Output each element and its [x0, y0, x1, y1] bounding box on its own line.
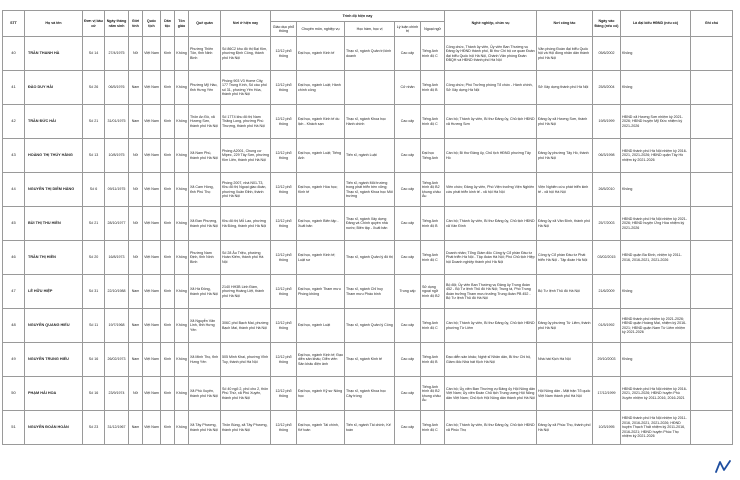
- cell-name: TRẦN THỊ HIỀN: [25, 241, 83, 275]
- cell-religion: Không: [175, 241, 189, 275]
- cell-unit: Số 11: [83, 309, 105, 343]
- cell-general-edu: 12/12 phổ thông: [271, 343, 297, 377]
- cell-specialty: Đại học, ngành Tài chính, Kế toán: [297, 411, 345, 445]
- cell-gender: Nữ: [129, 173, 143, 207]
- cell-language: Tiếng Anh trình độ B: [421, 207, 445, 241]
- cell-dob: 27/4/1975: [105, 37, 129, 71]
- cell-language: Sử dụng ngoại ngữ trình độ B2: [421, 275, 445, 309]
- cell-specialty: Đại học, ngành Kinh tế; Đạo diễn sân khấu; Diễn viên Sân khấu điện ảnh: [297, 343, 345, 377]
- cell-dob: 16/8/1973: [105, 241, 129, 275]
- table-row: [3, 173, 733, 207]
- cell-politics: Cao cấp: [395, 207, 421, 241]
- table-row: [3, 37, 733, 71]
- cell-party-date: 29/10/2003: [593, 343, 621, 377]
- cell-specialty: Đại học, ngành Luật; Hành chính công: [297, 71, 345, 105]
- cell-workplace: Viện Nghiên cứu phát triển kinh tế - xã hội Hà Nội: [537, 173, 593, 207]
- col-name: Họ và tên: [25, 11, 83, 37]
- cell-politics: Cao cấp: [395, 309, 421, 343]
- cell-delegate: HĐND quận Ba Đình, nhiệm kỳ 2011-2016, 2016-2021, 2021-2026: [621, 241, 691, 275]
- cell-name: NGUYỄN ĐOÀN HOÀN: [25, 411, 83, 445]
- cell-specialty: Đại học, ngành Hóa học; Kinh tế: [297, 173, 345, 207]
- cell-name: NGUYỄN THỊ DIỄM HẰNG: [25, 173, 83, 207]
- cell-general-edu: 12/12 phổ thông: [271, 275, 297, 309]
- cell-unit: Số 6: [83, 173, 105, 207]
- cell-stt: 40: [3, 37, 25, 71]
- cell-note: [691, 411, 733, 445]
- cell-general-edu: 12/12 phổ thông: [271, 105, 297, 139]
- cell-workplace: Công ty Cổ phần Đầu tư Phát triển Hà Nội - Tập đoàn Hà Nội: [537, 241, 593, 275]
- cell-unit: Số 21: [83, 105, 105, 139]
- cell-religion: Không: [175, 207, 189, 241]
- table-body: [3, 37, 733, 445]
- cell-party-date: 21/6/2009: [593, 275, 621, 309]
- cell-name: ĐÀO DUY HẢI: [25, 71, 83, 105]
- cell-degree: Thạc sĩ, ngành Quản lý Công: [345, 309, 395, 343]
- cell-specialty: Đại học, ngành Kinh tế: [297, 37, 345, 71]
- table-row: [3, 139, 733, 173]
- cell-delegate: HĐND thành phố Hà Nội nhiệm kỳ 2016-2021, 2021-2026; HĐND quận Tây Hồ nhiệm kỳ 2021-2026: [621, 139, 691, 173]
- cell-party-date: 17/12/1999: [593, 377, 621, 411]
- cell-delegate: Không: [621, 275, 691, 309]
- cell-stt: 44: [3, 173, 25, 207]
- cell-hometown: Xã Đan Phượng, thành phố Hà Nội: [189, 207, 221, 241]
- cell-job: Viên chức; Đảng ủy viên, Phó Viện trưởng Viện Nghiên cứu phát triển kinh tế - xã hội Hà Nội: [445, 173, 537, 207]
- cell-workplace: Văn phòng Đoàn đại biểu Quốc hội và Hội đồng nhân dân thành phố Hà Nội: [537, 37, 593, 71]
- cell-workplace: Hội Nông dân - Mặt trận Tổ quốc Việt Nam thành phố Hà Nội: [537, 377, 593, 411]
- cell-note: [691, 139, 733, 173]
- cell-note: [691, 343, 733, 377]
- cell-ethnic: Kinh: [161, 275, 175, 309]
- cell-religion: Không: [175, 139, 189, 173]
- cell-name: TRẦN ĐỨC HẢI: [25, 105, 83, 139]
- cell-nationality: Việt Nam: [143, 241, 161, 275]
- cell-workplace: Bộ Tư lệnh Thủ đô Hà Nội: [537, 275, 593, 309]
- cell-dob: 26/02/1973: [105, 343, 129, 377]
- col-stt: STT: [3, 11, 25, 37]
- cell-nationality: Việt Nam: [143, 139, 161, 173]
- cell-ethnic: Kinh: [161, 207, 175, 241]
- cell-residence: Phòng 2007, nhà N01-T3, Khu đô thị Ngoại giao đoàn, phường Xuân Đỉnh, thành phố Hà Nội: [221, 173, 271, 207]
- cell-religion: Không: [175, 411, 189, 445]
- cell-residence: 505 Minh Khai, phường Vĩnh Tuy, thành phố Hà Nội: [221, 343, 271, 377]
- cell-politics: Cao cấp: [395, 173, 421, 207]
- cell-note: [691, 241, 733, 275]
- cell-nationality: Việt Nam: [143, 377, 161, 411]
- col-unit: Đơn vị bầu cử: [83, 11, 105, 37]
- cell-dob: 23/9/1974: [105, 377, 129, 411]
- cell-gender: Nữ: [129, 241, 143, 275]
- cell-job: Công chức, Thành ủy viên, Ủy viên Ban Thường vụ Đảng ủy HĐND thành phố, Bí thư Chi bộ cơ quan Đoàn đại biểu Quốc hội Hà Nội, Chánh Văn phòng Đoàn ĐBQH và HĐND thành phố Hà Nội: [445, 37, 537, 71]
- cell-ethnic: Kinh: [161, 241, 175, 275]
- cell-politics: Cao cấp: [395, 139, 421, 173]
- cell-nationality: Việt Nam: [143, 71, 161, 105]
- cell-note: [691, 105, 733, 139]
- cell-politics: Cao cấp: [395, 105, 421, 139]
- cell-hometown: Xã Phú Xuyên, thành phố Hà Nội: [189, 377, 221, 411]
- cell-workplace: Đảng ủy phường Tây Hồ, thành phố Hà Nội: [537, 139, 593, 173]
- cell-dob: 09/11/1975: [105, 173, 129, 207]
- table-row: [3, 241, 733, 275]
- col-general-edu: Giáo dục phổ thông: [271, 22, 297, 37]
- cell-degree: Tiến sĩ, ngành Môi trường trong phát triển bền vững; Thạc sĩ, ngành Khoa học Môi trường: [345, 173, 395, 207]
- cell-degree: [345, 71, 395, 105]
- cell-politics: Cao cấp: [395, 37, 421, 71]
- table-row: [3, 377, 733, 411]
- cell-residence: Số 40 ngõ 2, phố cho 2, thôn Phú Thứ, xã Phú Xuyên, thành phố Hà Nội: [221, 377, 271, 411]
- cell-nationality: Việt Nam: [143, 411, 161, 445]
- cell-name: TRẦN THANH HÀ: [25, 37, 83, 71]
- cell-workplace: Đảng ủy xã Phúc Thọ, thành phố Hà Nội: [537, 411, 593, 445]
- cell-nationality: Việt Nam: [143, 207, 161, 241]
- cell-delegate: HĐND thành phố nhiệm kỳ 2021-2026; HĐND quận Hoàng Mai, nhiệm kỳ 2016-2021; HĐND quận Nam Từ Liêm nhiệm kỳ 2021-2026: [621, 309, 691, 343]
- col-gender: Giới tính: [129, 11, 143, 37]
- col-workplace: Nơi công tác: [537, 11, 593, 37]
- cell-gender: Nữ: [129, 139, 143, 173]
- cell-name: HOÀNG THỊ THÚY HẰNG: [25, 139, 83, 173]
- cell-religion: Không: [175, 173, 189, 207]
- cell-gender: Nam: [129, 411, 143, 445]
- cell-degree: Thạc sĩ, ngành Khoa học Cây trồng: [345, 377, 395, 411]
- cell-degree: Tiến sĩ, ngành Luật: [345, 139, 395, 173]
- cell-name: PHẠM HẢI HOA: [25, 377, 83, 411]
- cell-specialty: Đại học, ngành Kỹ sư Nông học: [297, 377, 345, 411]
- cell-stt: 41: [3, 71, 25, 105]
- cell-party-date: 10/3/1995: [593, 411, 621, 445]
- cell-workplace: Sở Xây dựng thành phố Hà Nội: [537, 71, 593, 105]
- cell-politics: Trung cấp: [395, 275, 421, 309]
- cell-residence: Số 17T4 khu đô thị Nam Thăng Long, phường Phú Thượng, thành phố Hà Nội: [221, 105, 271, 139]
- cell-dob: 31/01/1975: [105, 105, 129, 139]
- col-ethnic: Dân tộc: [161, 11, 175, 37]
- cell-dob: 22/10/1988: [105, 275, 129, 309]
- cell-hometown: Phường Thiên Tôn, tỉnh Ninh Bình: [189, 37, 221, 71]
- table-row: [3, 275, 733, 309]
- cell-dob: 28/10/1977: [105, 207, 129, 241]
- cell-religion: Không: [175, 309, 189, 343]
- col-religion: Tôn giáo: [175, 11, 189, 37]
- cell-note: [691, 275, 733, 309]
- cell-hometown: Thôn An Đồ, xã Hương Sơn, thành phố Hà Nội: [189, 105, 221, 139]
- cell-ethnic: Kinh: [161, 105, 175, 139]
- cell-religion: Không: [175, 275, 189, 309]
- cell-ethnic: Kinh: [161, 71, 175, 105]
- cell-ethnic: Kinh: [161, 173, 175, 207]
- col-politics: Lý luận chính trị: [395, 22, 421, 37]
- col-degree: Học hàm, học vị: [345, 22, 395, 37]
- cell-hometown: Phường Mỹ Hào, tỉnh Hưng Yên: [189, 71, 221, 105]
- cell-stt: 48: [3, 309, 25, 343]
- cell-hometown: Xã Tây Phương, thành phố Hà Nội: [189, 411, 221, 445]
- cell-job: Cán bộ; Ủy viên Ban Thường vụ Đảng ủy Hội Nông dân Việt Nam; Ủy viên Đoàn Chủ tịch Trung ương Hội Nông dân Việt Nam; Chủ tịch Hội Nông dân thành phố Hà Nội: [445, 377, 537, 411]
- cell-ethnic: Kinh: [161, 309, 175, 343]
- cell-stt: 51: [3, 411, 25, 445]
- cell-gender: Nam: [129, 105, 143, 139]
- cell-language: Tiếng Anh trình độ B2 khung châu Âu: [421, 173, 445, 207]
- table-row: [3, 71, 733, 105]
- cell-name: LÊ HỮU HIỆP: [25, 275, 83, 309]
- cell-degree: Thạc sĩ, ngành Xây dựng Đảng và Chính quyền nhà nước; Biên tập - Xuất bản: [345, 207, 395, 241]
- cell-unit: Số 21: [83, 207, 105, 241]
- cell-dob: 31/12/1967: [105, 411, 129, 445]
- cell-residence: Thôn Bùng, xã Tây Phương, thành phố Hà Nội: [221, 411, 271, 445]
- cell-gender: Nam: [129, 275, 143, 309]
- cell-degree: Thạc sĩ, ngành Quản lý đô thị: [345, 241, 395, 275]
- cell-job: Cán bộ; Thành ủy viên, Bí thư Đảng ủy, Chủ tịch HĐND phường Từ Liêm: [445, 309, 537, 343]
- cell-ethnic: Kinh: [161, 139, 175, 173]
- col-dob: Ngày tháng năm sinh: [105, 11, 129, 37]
- cell-stt: 46: [3, 241, 25, 275]
- cell-job: Doanh nhân; Tổng Giám đốc Công ty Cổ phần Đầu tư Phát triển Hà Nội - Tập đoàn Hà Nội; Phó Chủ tịch Hiệp hội Doanh nghiệp thành phố Hà Nội: [445, 241, 537, 275]
- table-row: [3, 309, 733, 343]
- cell-delegate: HĐND thành phố Hà Nội nhiệm kỳ 2021-2026; HĐND huyện Ứng Hòa nhiệm kỳ 2021-2026: [621, 207, 691, 241]
- cell-specialty: Đại học, ngành Luật: [297, 309, 345, 343]
- cell-dob: 10/8/1975: [105, 139, 129, 173]
- cell-general-edu: 12/12 phổ thông: [271, 139, 297, 173]
- cell-note: [691, 71, 733, 105]
- cell-nationality: Việt Nam: [143, 173, 161, 207]
- cell-stt: 43: [3, 139, 25, 173]
- cell-unit: Số 14: [83, 37, 105, 71]
- cell-party-date: 03/02/2015: [593, 241, 621, 275]
- cell-delegate: Không: [621, 71, 691, 105]
- cell-residence: Khu đô thị Mỗ Lao, phường Hà Đông, thành phố Hà Nội: [221, 207, 271, 241]
- cell-job: Cán bộ; Bí thư Đảng ủy, Chủ tịch HĐND phường Tây Hồ: [445, 139, 537, 173]
- cell-general-edu: 12/12 phổ thông: [271, 173, 297, 207]
- cell-dob: 19/7/1968: [105, 309, 129, 343]
- table-row: [3, 411, 733, 445]
- col-party-date: Ngày vào Đảng (nếu có): [593, 11, 621, 37]
- cell-stt: 49: [3, 343, 25, 377]
- cell-politics: Cao cấp: [395, 343, 421, 377]
- cell-degree: Thạc sĩ, ngành Khoa học Hành chính: [345, 105, 395, 139]
- table-row: [3, 343, 733, 377]
- cell-unit: Số 16: [83, 343, 105, 377]
- cell-language: Đại học Tiếng Anh: [421, 139, 445, 173]
- cell-job: Cán bộ; Thành ủy viên, Bí thư Đảng ủy, Chủ tịch HĐND xã Vân Đình: [445, 207, 537, 241]
- cell-gender: Nữ: [129, 37, 143, 71]
- cell-unit: Số 23: [83, 411, 105, 445]
- col-delegate: Là đại biểu HĐND (nếu có): [621, 11, 691, 37]
- cell-general-edu: 12/12 phổ thông: [271, 207, 297, 241]
- cell-party-date: 05/6/2002: [593, 37, 621, 71]
- cell-job: Đạo diễn sân khấu; Nghệ sĩ Nhân dân, Bí thư Chi bộ, Giám đốc Nhà hát Kịch Hà Nội: [445, 343, 537, 377]
- cell-delegate: Không: [621, 173, 691, 207]
- cell-nationality: Việt Nam: [143, 275, 161, 309]
- col-language: Ngoại ngữ: [421, 22, 445, 37]
- cell-name: NGUYỄN TRUNG HIẾU: [25, 343, 83, 377]
- cell-note: [691, 207, 733, 241]
- cell-gender: Nam: [129, 71, 143, 105]
- cell-language: Tiếng Anh trình độ B: [421, 343, 445, 377]
- cell-religion: Không: [175, 105, 189, 139]
- cell-unit: Số 20: [83, 241, 105, 275]
- col-specialty: Chuyên môn, nghiệp vụ: [297, 22, 345, 37]
- cell-language: Tiếng Anh trình độ B: [421, 71, 445, 105]
- cell-job: Cán bộ; Thành ủy viên, Bí thư Đảng ủy, Chủ tịch HĐND xã Hương Sơn: [445, 105, 537, 139]
- cell-degree: Thạc sĩ, ngành Chỉ huy Tham mưu Pháo binh: [345, 275, 395, 309]
- cell-hometown: Xã Nguyễn Văn Linh, tỉnh Hưng Yên: [189, 309, 221, 343]
- cell-workplace: Đảng ủy xã Vân Đình, thành phố Hà Nội: [537, 207, 593, 241]
- cell-unit: Số 31: [83, 275, 105, 309]
- cell-residence: 306C phố Bạch Mai, phường Bạch Mai, thành phố Hà Nội: [221, 309, 271, 343]
- cell-gender: Nam: [129, 343, 143, 377]
- cell-general-edu: 12/12 phổ thông: [271, 377, 297, 411]
- cell-religion: Không: [175, 71, 189, 105]
- cell-ethnic: Kinh: [161, 37, 175, 71]
- cell-delegate: HĐND xã Hương Sơn nhiệm kỳ 2021-2026; HĐND huyện Mỹ Đức nhiệm kỳ 2021-2026: [621, 105, 691, 139]
- cell-specialty: Đại học, ngành Kinh tế; Luật sư: [297, 241, 345, 275]
- cell-language: Tiếng Anh trình độ C: [421, 241, 445, 275]
- col-education-group: Trình độ hiện nay: [271, 11, 445, 22]
- cell-workplace: Đảng ủy xã Hương Sơn, thành phố Hà Nội: [537, 105, 593, 139]
- cell-residence: Phòng 903 V3 Home City, 177 Trung Kính, Số cầu phố số 31, phường Yên Hòa, thành phố Hà Nội: [221, 71, 271, 105]
- cell-ethnic: Kinh: [161, 343, 175, 377]
- cell-specialty: Đại học, ngành Kinh tế du lịch - Khách sạn: [297, 105, 345, 139]
- cell-politics: Cử nhân: [395, 71, 421, 105]
- cell-politics: Cao cấp: [395, 411, 421, 445]
- cell-unit: Số 26: [83, 71, 105, 105]
- cell-party-date: 06/3/1998: [593, 139, 621, 173]
- cell-note: [691, 377, 733, 411]
- cell-delegate: Không: [621, 343, 691, 377]
- cell-gender: Nữ: [129, 207, 143, 241]
- cell-unit: Số 16: [83, 377, 105, 411]
- col-hometown: Quê quán: [189, 11, 221, 37]
- cell-general-edu: 12/12 phổ thông: [271, 241, 297, 275]
- cell-workplace: Đảng ủy phường Từ Liêm, thành phố Hà Nội: [537, 309, 593, 343]
- cell-language: Tiếng Anh trình độ C: [421, 37, 445, 71]
- cell-note: [691, 37, 733, 71]
- cell-specialty: Đại học, ngành Biên tập - Xuất bản: [297, 207, 345, 241]
- cell-specialty: Đại học, ngành Luật; Tiếng Anh: [297, 139, 345, 173]
- cell-stt: 50: [3, 377, 25, 411]
- cell-party-date: 25/7/2003: [593, 207, 621, 241]
- cell-hometown: Xã Minh Thọ, tỉnh Hưng Yên: [189, 343, 221, 377]
- cell-degree: Tiến sĩ, ngành Tài chính, Kế toán: [345, 411, 395, 445]
- cell-degree: Thạc sĩ, ngành Quản trị kinh doanh: [345, 37, 395, 71]
- cell-language: Tiếng Anh trình độ C: [421, 411, 445, 445]
- cell-general-edu: 12/12 phổ thông: [271, 37, 297, 71]
- table-row: [3, 207, 733, 241]
- cell-dob: 06/5/1976: [105, 71, 129, 105]
- cell-unit: Số 13: [83, 139, 105, 173]
- cell-nationality: Việt Nam: [143, 309, 161, 343]
- cell-gender: Nam: [129, 309, 143, 343]
- cell-politics: Cao cấp: [395, 241, 421, 275]
- cell-general-edu: 12/12 phổ thông: [271, 411, 297, 445]
- cell-politics: Cao cấp: [395, 377, 421, 411]
- col-job: Nghề nghiệp, chức vụ: [445, 11, 537, 37]
- cell-party-date: 19/5/1999: [593, 105, 621, 139]
- cell-specialty: Đại học, ngành Tham mưu Phòng không: [297, 275, 345, 309]
- cell-delegate: Không: [621, 37, 691, 71]
- cell-ethnic: Kinh: [161, 411, 175, 445]
- cell-language: Tiếng Anh trình độ C: [421, 309, 445, 343]
- cell-residence: 2140 HH3B Linh Đàm, phường Hoàng Liệt, thành phố Hà Nội: [221, 275, 271, 309]
- cell-hometown: Phường Nam Định, tỉnh Ninh Bình: [189, 241, 221, 275]
- cell-workplace: Nhà hát Kịch Hà Nội: [537, 343, 593, 377]
- cell-nationality: Việt Nam: [143, 343, 161, 377]
- cell-residence: Phòng A2001, Chung cư Mipec, 229 Tây Sơn, phường Kim Liên, thành phố Hà Nội: [221, 139, 271, 173]
- cell-gender: Nữ: [129, 377, 143, 411]
- col-note: Ghi chú: [691, 11, 733, 37]
- cell-ethnic: Kinh: [161, 377, 175, 411]
- cell-religion: Không: [175, 37, 189, 71]
- cell-religion: Không: [175, 377, 189, 411]
- cell-hometown: Xã Cam Hồng, tỉnh Phú Thọ: [189, 173, 221, 207]
- cell-stt: 47: [3, 275, 25, 309]
- cell-nationality: Việt Nam: [143, 105, 161, 139]
- cell-note: [691, 309, 733, 343]
- cell-language: Tiếng Anh trình độ B2 khung châu Âu: [421, 377, 445, 411]
- cell-name: NGUYỄN QUANG HIẾU: [25, 309, 83, 343]
- cell-note: [691, 173, 733, 207]
- cell-nationality: Việt Nam: [143, 37, 161, 71]
- col-residence: Nơi ở hiện nay: [221, 11, 271, 37]
- cell-general-edu: 12/12 phổ thông: [271, 71, 297, 105]
- cell-degree: Thạc sĩ, ngành Kinh tế: [345, 343, 395, 377]
- cell-stt: 45: [3, 207, 25, 241]
- col-nationality: Quốc tịch: [143, 11, 161, 37]
- cell-party-date: 26/5/2010: [593, 173, 621, 207]
- cell-residence: Số 28 Âu Triệu, phường Hoàn Kiếm, thành phố Hà Nội: [221, 241, 271, 275]
- cell-delegate: HĐND thành phố Hà Nội nhiệm kỳ 2016-2021, 2021-2026; HĐND huyện Phú Xuyên nhiệm kỳ 2011-2016, 2016-2021: [621, 377, 691, 411]
- table-header: [3, 11, 733, 37]
- cell-name: BÙI THỊ THU HIỀN: [25, 207, 83, 241]
- cell-hometown: Xã Nam Phù, thành phố Hà Nội: [189, 139, 221, 173]
- cell-party-date: 25/5/2004: [593, 71, 621, 105]
- cell-hometown: Xã Hà Đông, thành phố Hà Nội: [189, 275, 221, 309]
- brand-logo-icon: [714, 460, 734, 474]
- cell-job: Bộ đội; Ủy viên Ban Thường vụ Đảng ủy Trung đoàn 452 - Bộ Tư lệnh Thủ đô Hà Nội; Trung tá, Phó Trung đoàn trưởng Tham mưu trưởng Trung đoàn PB 452 - Bộ Tư lệnh Thủ đô Hà Nội: [445, 275, 537, 309]
- cell-religion: Không: [175, 343, 189, 377]
- cell-residence: Số 86C2 khu đô thị Đại Kim, phường Định Công, thành phố Hà Nội: [221, 37, 271, 71]
- cell-stt: 42: [3, 105, 25, 139]
- cell-job: Cán bộ; Thành ủy viên, Bí thư Đảng ủy, Chủ tịch HĐND xã Phúc Thọ: [445, 411, 537, 445]
- cell-party-date: 01/5/1992: [593, 309, 621, 343]
- table-row: [3, 105, 733, 139]
- candidate-table: [2, 10, 733, 445]
- cell-general-edu: 12/12 phổ thông: [271, 309, 297, 343]
- cell-delegate: HĐND thành phố Hà Nội nhiệm kỳ 2011-2016, 2016-2021, 2021-2026; HĐND huyện Thạch Thất nhiệm kỳ 2011-2016, 2016-2021; HĐND huyện Phúc Thọ nhiệm kỳ 2021-2026: [621, 411, 691, 445]
- cell-language: Tiếng Anh trình độ C: [421, 105, 445, 139]
- cell-job: Công chức; Phó Trưởng phòng Tổ chức - Hành chính, Sở Xây dựng Hà Nội: [445, 71, 537, 105]
